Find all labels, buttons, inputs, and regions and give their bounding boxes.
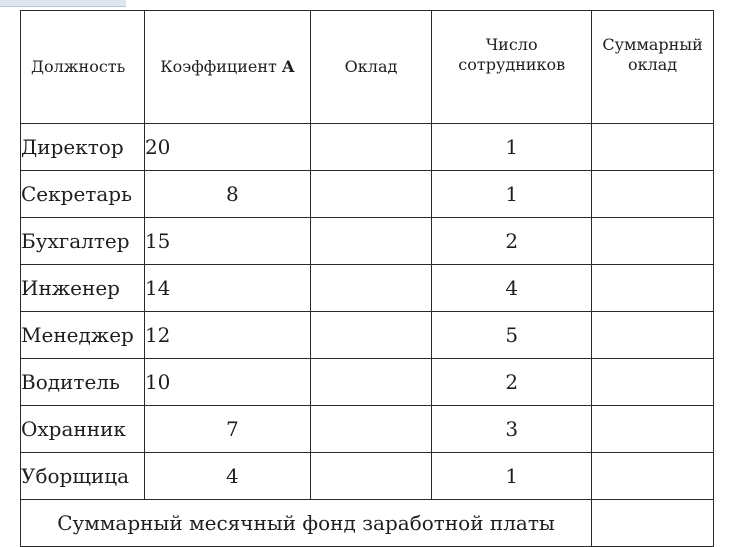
window-top-strip: [0, 0, 126, 7]
header-total-salary-line1: Суммарный: [602, 35, 703, 54]
cell-employees: 1: [432, 124, 592, 171]
header-coefficient: [144, 11, 310, 124]
cell-employees: 5: [432, 312, 592, 359]
cell-salary: [310, 312, 432, 359]
cell-position: Секретарь: [21, 171, 145, 218]
table-row: [21, 312, 714, 359]
cell-employees: 2: [432, 218, 592, 265]
cell-employees: 1: [432, 171, 592, 218]
table-row: [21, 453, 714, 500]
cell-total-salary: [592, 453, 714, 500]
table-row: [21, 359, 714, 406]
cell-total-salary: [592, 265, 714, 312]
header-position: [21, 11, 145, 124]
cell-total-salary: [592, 124, 714, 171]
header-employees-line1: Число: [485, 35, 538, 54]
cell-employees: 4: [432, 265, 592, 312]
table-row: [21, 218, 714, 265]
cell-salary: [310, 265, 432, 312]
cell-coefficient: 8: [144, 171, 310, 218]
table-row: [21, 406, 714, 453]
cell-coefficient: 7: [144, 406, 310, 453]
cell-employees: 2: [432, 359, 592, 406]
table-row: [21, 171, 714, 218]
header-row: [21, 11, 714, 124]
header-coefficient-label: Коэффициент: [160, 57, 277, 76]
cell-salary: [310, 453, 432, 500]
cell-position: Водитель: [21, 359, 145, 406]
header-salary: [310, 11, 432, 124]
header-employees-line2: сотрудников: [458, 55, 566, 74]
header-total-salary: [592, 11, 714, 124]
cell-employees: 1: [432, 453, 592, 500]
table-row: [21, 124, 714, 171]
cell-total-salary: [592, 218, 714, 265]
cell-total-salary: [592, 312, 714, 359]
total-fund-value: [592, 500, 714, 547]
cell-coefficient: 14: [144, 265, 310, 312]
header-employees: [432, 11, 592, 124]
cell-position: Бухгалтер: [21, 218, 145, 265]
cell-total-salary: [592, 171, 714, 218]
salary-table: [20, 10, 714, 547]
table-row: [21, 265, 714, 312]
cell-salary: [310, 218, 432, 265]
cell-total-salary: [592, 406, 714, 453]
cell-position: Уборщица: [21, 453, 145, 500]
cell-position: Инженер: [21, 265, 145, 312]
cell-position: Охранник: [21, 406, 145, 453]
header-position-label: Должность: [31, 57, 126, 76]
cell-coefficient: 20: [144, 124, 310, 171]
cell-coefficient: 12: [144, 312, 310, 359]
total-fund-label: Суммарный месячный фонд заработной платы: [21, 500, 592, 547]
cell-coefficient: 15: [144, 218, 310, 265]
cell-total-salary: [592, 359, 714, 406]
cell-coefficient: 10: [144, 359, 310, 406]
cell-salary: [310, 171, 432, 218]
cell-employees: 3: [432, 406, 592, 453]
cell-salary: [310, 124, 432, 171]
header-total-salary-line2: оклад: [627, 55, 678, 74]
cell-position: Директор: [21, 124, 145, 171]
total-row: [21, 500, 714, 547]
header-salary-label: Оклад: [344, 57, 398, 76]
cell-coefficient: 4: [144, 453, 310, 500]
header-coefficient-letter: A: [281, 57, 295, 76]
cell-salary: [310, 359, 432, 406]
cell-salary: [310, 406, 432, 453]
cell-position: Менеджер: [21, 312, 145, 359]
